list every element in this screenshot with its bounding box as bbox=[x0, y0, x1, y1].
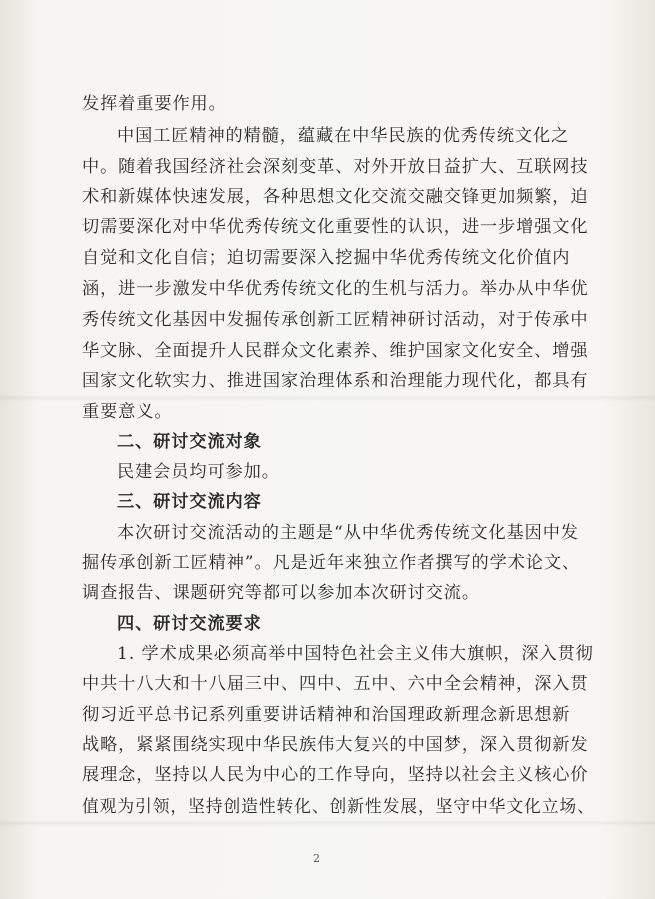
text-line: 国家文化软实力、推进国家治理体系和治理能力现代化，都具有 bbox=[82, 371, 589, 391]
text-line: 中共十八大和十八届三中、四中、五中、六中全会精神，深入贯 bbox=[82, 674, 589, 694]
text-line: 调查报告、课题研究等都可以参加本次研讨交流。 bbox=[82, 583, 480, 603]
text-line: 中。随着我国经济社会深刻变革、对外开放日益扩大、互联网技 bbox=[82, 157, 589, 177]
page-number: 2 bbox=[313, 852, 320, 865]
text-line: 切需要深化对中华优秀传统文化重要性的认识，进一步增强文化 bbox=[82, 217, 589, 237]
text-line: 发挥着重要作用。 bbox=[82, 94, 227, 114]
text-line: 华文脉、全面提升人民群众文化素养、维护国家文化安全、增强 bbox=[82, 341, 589, 361]
text-line: 术和新媒体快速发展，各种思想文化交流交融交锋更加频繁，迫 bbox=[82, 187, 589, 207]
text-line: 重要意义。 bbox=[82, 402, 173, 422]
text-line: 掘传承创新工匠精神”。凡是近年来独立作者撰写的学术论文、 bbox=[82, 553, 581, 573]
text-line: 本次研讨交流活动的主题是“从中华优秀传统文化基因中发 bbox=[117, 523, 579, 543]
section-heading: 三、研讨交流内容 bbox=[117, 492, 262, 512]
text-line: 1. 学术成果必须高举中国特色社会主义伟大旗帜，深入贯彻 bbox=[117, 644, 594, 664]
section-heading: 二、研讨交流对象 bbox=[117, 432, 262, 452]
text-line: 涵，进一步激发中华优秀传统文化的生机与活力。举办从中华优 bbox=[82, 279, 589, 299]
text-line: 值观为引领，坚持创造性转化、创新性发展，坚守中华文化立场、 bbox=[82, 796, 595, 816]
text-line: 秀传统文化基因中发掘传承创新工匠精神研讨活动，对于传承中 bbox=[82, 310, 589, 330]
text-line: 中国工匠精神的精髓，蕴藏在中华民族的优秀传统文化之 bbox=[117, 126, 570, 146]
paper-fold-line bbox=[0, 820, 655, 826]
text-line: 民建会员均可参加。 bbox=[117, 462, 280, 482]
text-line: 自觉和文化自信；迫切需要深入挖掘中华优秀传统文化价值内 bbox=[82, 248, 571, 268]
text-line: 战略，紧紧围绕实现中华民族伟大复兴的中国梦，深入贯彻新发 bbox=[82, 735, 589, 755]
section-heading: 四、研讨交流要求 bbox=[117, 614, 262, 634]
text-line: 展理念，坚持以人民为中心的工作导向，坚持以社会主义核心价 bbox=[82, 765, 589, 785]
text-line: 彻习近平总书记系列重要讲话精神和治国理政新理念新思想新 bbox=[82, 705, 571, 725]
